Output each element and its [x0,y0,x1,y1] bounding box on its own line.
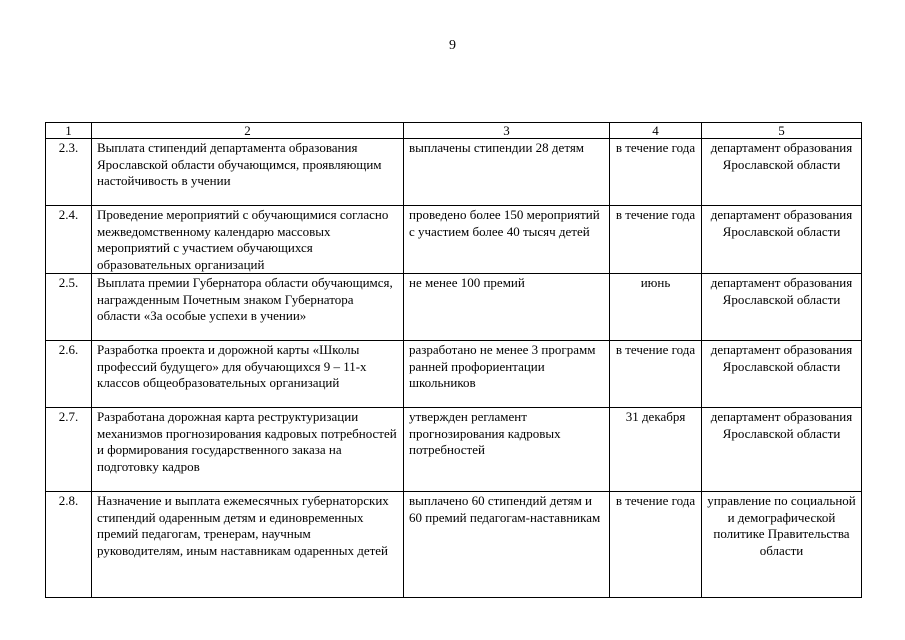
table-row [46,139,862,206]
executor: департамент образования Ярославской области [702,274,862,341]
row-number: 2.3. [46,139,92,206]
table-row [46,274,862,341]
header-cell-5: 5 [702,123,862,139]
header-cell-4: 4 [610,123,702,139]
deadline: в течение года [610,492,702,598]
deadline: в течение года [610,206,702,274]
measure-name: Разработка проекта и дорожной карты «Школы профессий будущего» для обучающихся 9 – 11-х классов общеобразовательных организаций [92,341,404,408]
row-number: 2.7. [46,408,92,492]
table-row [46,341,862,408]
expected-result: разработано не менее 3 программ ранней профориентации школьников [404,341,610,408]
executor: управление по социальной и демографической политике Правительства области [702,492,862,598]
table-row [46,492,862,598]
executor: департамент образования Ярославской области [702,408,862,492]
measure-name: Выплата стипендий департамента образования Ярославской области обучающимся, проявляющим настойчивость в учении [92,139,404,206]
deadline: в течение года [610,341,702,408]
header-row [46,123,862,139]
expected-result: не менее 100 премий [404,274,610,341]
expected-result: утвержден регламент прогнозирования кадровых потребностей [404,408,610,492]
deadline: 31 декабря [610,408,702,492]
row-number: 2.6. [46,341,92,408]
row-number: 2.4. [46,206,92,274]
executor: департамент образования Ярославской области [702,139,862,206]
measure-name: Проведение мероприятий с обучающимися согласно межведомственному календарю массовых мероприятий с участием обучающихся образовательных организаций [92,206,404,274]
executor: департамент образования Ярославской области [702,206,862,274]
expected-result: выплачено 60 стипендий детям и 60 премий педагогам-наставникам [404,492,610,598]
header-cell-3: 3 [404,123,610,139]
page-number: 9 [449,38,456,53]
plan-table [45,122,862,598]
deadline: в течение года [610,139,702,206]
table-row [46,206,862,274]
header-cell-2: 2 [92,123,404,139]
measure-name: Разработана дорожная карта реструктуризации механизмов прогнозирования кадровых потребностей и формирования государственного заказа на подготовку кадров [92,408,404,492]
table-row [46,408,862,492]
measure-name: Выплата премии Губернатора области обучающимся, награжденным Почетным знаком Губернатора области «За особые успехи в учении» [92,274,404,341]
header-cell-1: 1 [46,123,92,139]
measure-name: Назначение и выплата ежемесячных губернаторских стипендий одаренным детям и единовременных премий педагогам, тренерам, научным руководителям, иным наставникам одаренных детей [92,492,404,598]
row-number: 2.8. [46,492,92,598]
expected-result: проведено более 150 мероприятий с участием более 40 тысяч детей [404,206,610,274]
row-number: 2.5. [46,274,92,341]
executor: департамент образования Ярославской области [702,341,862,408]
deadline: июнь [610,274,702,341]
expected-result: выплачены стипендии 28 детям [404,139,610,206]
